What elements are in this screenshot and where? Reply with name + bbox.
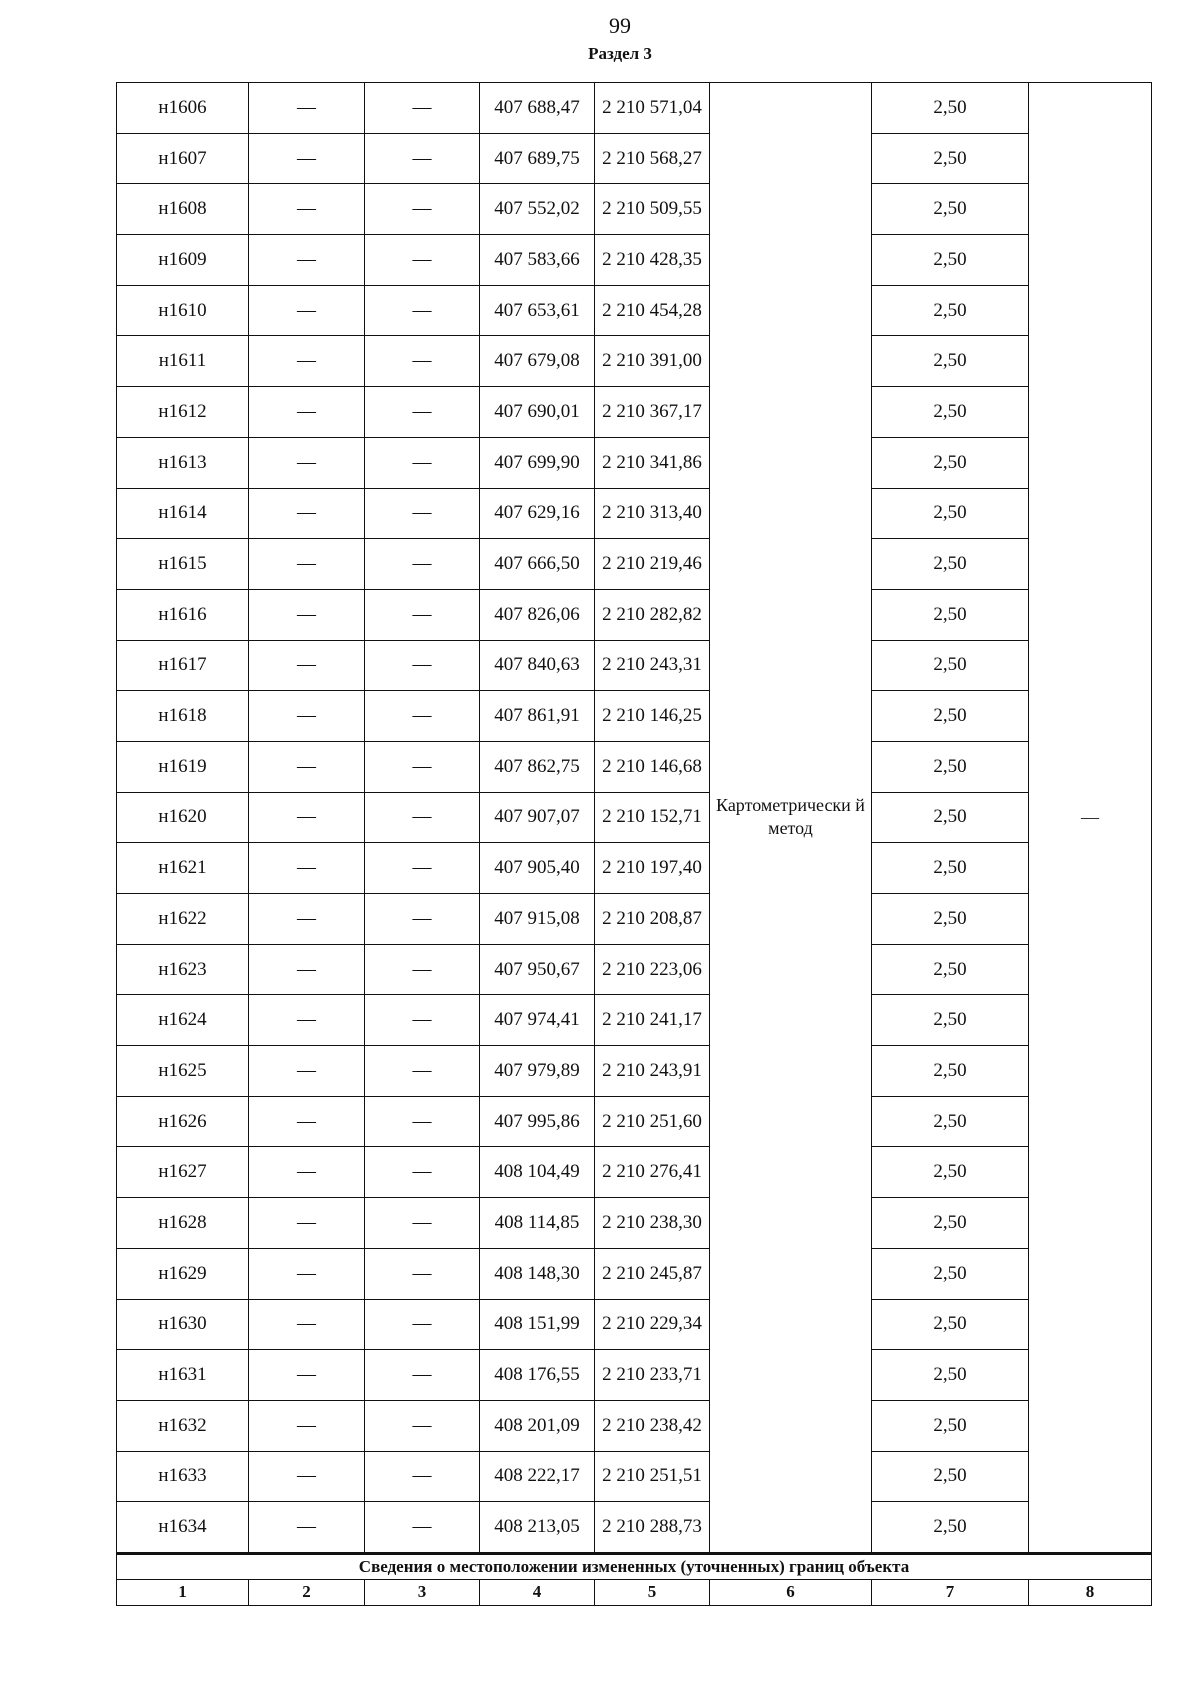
y-coordinate-cell: 2 210 251,60 [595,1096,710,1147]
table-body [117,83,1152,1554]
accuracy-cell: 2,50 [872,894,1029,945]
column-number: 5 [595,1579,710,1605]
accuracy-cell: 2,50 [872,1299,1029,1350]
point-name-cell: н1608 [117,184,249,235]
x-coordinate-cell: 407 689,75 [480,133,595,184]
dash-cell: — [365,1299,480,1350]
accuracy-cell: 2,50 [872,1502,1029,1554]
y-coordinate-cell: 2 210 251,51 [595,1451,710,1502]
dash-cell: — [365,995,480,1046]
x-coordinate-cell: 407 690,01 [480,387,595,438]
accuracy-cell: 2,50 [872,1350,1029,1401]
x-coordinate-cell: 407 979,89 [480,1046,595,1097]
y-coordinate-cell: 2 210 568,27 [595,133,710,184]
dash-cell: — [365,1248,480,1299]
point-name-cell: н1630 [117,1299,249,1350]
x-coordinate-cell: 407 840,63 [480,640,595,691]
dash-cell: — [249,1502,365,1554]
y-coordinate-cell: 2 210 245,87 [595,1248,710,1299]
accuracy-cell: 2,50 [872,640,1029,691]
accuracy-cell: 2,50 [872,792,1029,843]
point-name-cell: н1612 [117,387,249,438]
dash-cell: — [249,285,365,336]
accuracy-cell: 2,50 [872,336,1029,387]
accuracy-cell: 2,50 [872,387,1029,438]
table-row [117,1502,1152,1554]
column-number: 1 [117,1579,249,1605]
dash-cell: — [249,235,365,286]
accuracy-cell: 2,50 [872,235,1029,286]
x-coordinate-cell: 407 688,47 [480,83,595,134]
column-number: 4 [480,1579,595,1605]
table-row [117,1147,1152,1198]
dash-cell: — [249,640,365,691]
column-8-cell: — [1029,83,1152,1554]
x-coordinate-cell: 407 679,08 [480,336,595,387]
dash-cell: — [249,1046,365,1097]
y-coordinate-cell: 2 210 276,41 [595,1147,710,1198]
dash-cell: — [365,1502,480,1554]
dash-cell: — [365,1451,480,1502]
y-coordinate-cell: 2 210 233,71 [595,1350,710,1401]
accuracy-cell: 2,50 [872,691,1029,742]
dash-cell: — [365,387,480,438]
x-coordinate-cell: 407 995,86 [480,1096,595,1147]
table-row [117,589,1152,640]
table-row [117,1400,1152,1451]
column-number-row [117,1579,1152,1605]
x-coordinate-cell: 408 114,85 [480,1198,595,1249]
x-coordinate-cell: 407 552,02 [480,184,595,235]
table-row [117,691,1152,742]
column-number: 7 [872,1579,1029,1605]
accuracy-cell: 2,50 [872,539,1029,590]
accuracy-cell: 2,50 [872,1096,1029,1147]
point-name-cell: н1623 [117,944,249,995]
dash-cell: — [365,133,480,184]
dash-cell: — [249,1147,365,1198]
point-name-cell: н1625 [117,1046,249,1097]
x-coordinate-cell: 408 222,17 [480,1451,595,1502]
table-row [117,539,1152,590]
point-name-cell: н1609 [117,235,249,286]
dash-cell: — [365,792,480,843]
table-row [117,336,1152,387]
y-coordinate-cell: 2 210 454,28 [595,285,710,336]
y-coordinate-cell: 2 210 509,55 [595,184,710,235]
point-name-cell: н1618 [117,691,249,742]
point-name-cell: н1627 [117,1147,249,1198]
point-name-cell: н1628 [117,1198,249,1249]
y-coordinate-cell: 2 210 282,82 [595,589,710,640]
point-name-cell: н1622 [117,894,249,945]
dash-cell: — [249,336,365,387]
dash-cell: — [365,640,480,691]
dash-cell: — [365,488,480,539]
dash-cell: — [365,539,480,590]
dash-cell: — [365,83,480,134]
accuracy-cell: 2,50 [872,488,1029,539]
x-coordinate-cell: 407 826,06 [480,589,595,640]
dash-cell: — [365,285,480,336]
dash-cell: — [365,1198,480,1249]
point-name-cell: н1613 [117,437,249,488]
x-coordinate-cell: 408 176,55 [480,1350,595,1401]
page-number: 99 [609,13,631,38]
x-coordinate-cell: 408 213,05 [480,1502,595,1554]
accuracy-cell: 2,50 [872,1198,1029,1249]
accuracy-cell: 2,50 [872,133,1029,184]
x-coordinate-cell: 407 905,40 [480,843,595,894]
x-coordinate-cell: 408 148,30 [480,1248,595,1299]
table-row [117,1451,1152,1502]
dash-cell: — [365,1096,480,1147]
dash-cell: — [249,995,365,1046]
dash-cell: — [249,1299,365,1350]
dash-cell: — [365,1046,480,1097]
accuracy-cell: 2,50 [872,1046,1029,1097]
boundary-coordinates-table [116,82,1152,1606]
point-name-cell: н1626 [117,1096,249,1147]
dash-cell: — [249,83,365,134]
table-row [117,1198,1152,1249]
y-coordinate-cell: 2 210 428,35 [595,235,710,286]
accuracy-cell: 2,50 [872,843,1029,894]
dash-cell: — [365,184,480,235]
footer-title: Сведения о местоположении измененных (уточненных) границ объекта [117,1553,1152,1579]
accuracy-cell: 2,50 [872,944,1029,995]
footer-title-row [117,1553,1152,1579]
point-name-cell: н1614 [117,488,249,539]
y-coordinate-cell: 2 210 241,17 [595,995,710,1046]
dash-cell: — [365,894,480,945]
y-coordinate-cell: 2 210 571,04 [595,83,710,134]
table-row [117,792,1152,843]
dash-cell: — [249,1350,365,1401]
column-number: 3 [365,1579,480,1605]
accuracy-cell: 2,50 [872,1248,1029,1299]
y-coordinate-cell: 2 210 243,31 [595,640,710,691]
y-coordinate-cell: 2 210 223,06 [595,944,710,995]
y-coordinate-cell: 2 210 288,73 [595,1502,710,1554]
dash-cell: — [249,944,365,995]
accuracy-cell: 2,50 [872,1400,1029,1451]
x-coordinate-cell: 407 699,90 [480,437,595,488]
table-row [117,285,1152,336]
dash-cell: — [249,437,365,488]
point-name-cell: н1621 [117,843,249,894]
dash-cell: — [365,1350,480,1401]
dash-cell: — [249,843,365,894]
dash-cell: — [249,792,365,843]
accuracy-cell: 2,50 [872,995,1029,1046]
dash-cell: — [365,437,480,488]
point-name-cell: н1619 [117,741,249,792]
x-coordinate-cell: 407 907,07 [480,792,595,843]
y-coordinate-cell: 2 210 391,00 [595,336,710,387]
dash-cell: — [365,741,480,792]
table-row [117,133,1152,184]
dash-cell: — [249,387,365,438]
point-name-cell: н1615 [117,539,249,590]
y-coordinate-cell: 2 210 313,40 [595,488,710,539]
dash-cell: — [249,1400,365,1451]
dash-cell: — [249,589,365,640]
point-name-cell: н1607 [117,133,249,184]
dash-cell: — [365,235,480,286]
point-name-cell: н1633 [117,1451,249,1502]
dash-cell: — [249,691,365,742]
dash-cell: — [365,1400,480,1451]
table-row [117,488,1152,539]
dash-cell: — [249,741,365,792]
table-row [117,843,1152,894]
accuracy-cell: 2,50 [872,83,1029,134]
y-coordinate-cell: 2 210 146,25 [595,691,710,742]
accuracy-cell: 2,50 [872,1147,1029,1198]
y-coordinate-cell: 2 210 197,40 [595,843,710,894]
x-coordinate-cell: 407 974,41 [480,995,595,1046]
x-coordinate-cell: 407 950,67 [480,944,595,995]
dash-cell: — [365,589,480,640]
x-coordinate-cell: 407 653,61 [480,285,595,336]
x-coordinate-cell: 407 861,91 [480,691,595,742]
accuracy-cell: 2,50 [872,589,1029,640]
table-row [117,235,1152,286]
x-coordinate-cell: 407 583,66 [480,235,595,286]
accuracy-cell: 2,50 [872,1451,1029,1502]
x-coordinate-cell: 408 104,49 [480,1147,595,1198]
y-coordinate-cell: 2 210 229,34 [595,1299,710,1350]
point-name-cell: н1624 [117,995,249,1046]
y-coordinate-cell: 2 210 219,46 [595,539,710,590]
point-name-cell: н1610 [117,285,249,336]
column-number: 2 [249,1579,365,1605]
table-row [117,741,1152,792]
point-name-cell: н1620 [117,792,249,843]
point-name-cell: н1616 [117,589,249,640]
dash-cell: — [365,1147,480,1198]
dash-cell: — [365,944,480,995]
dash-cell: — [249,488,365,539]
accuracy-cell: 2,50 [872,285,1029,336]
point-name-cell: н1634 [117,1502,249,1554]
dash-cell: — [365,691,480,742]
table-row [117,1350,1152,1401]
x-coordinate-cell: 408 151,99 [480,1299,595,1350]
x-coordinate-cell: 407 666,50 [480,539,595,590]
point-name-cell: н1629 [117,1248,249,1299]
dash-cell: — [249,1096,365,1147]
table-row [117,387,1152,438]
accuracy-cell: 2,50 [872,184,1029,235]
method-cell: Картометрически й метод [710,83,872,1554]
dash-cell: — [249,1451,365,1502]
table-row [117,1096,1152,1147]
x-coordinate-cell: 407 862,75 [480,741,595,792]
x-coordinate-cell: 407 629,16 [480,488,595,539]
table-row [117,995,1152,1046]
table-row [117,184,1152,235]
dash-cell: — [365,336,480,387]
table-row [117,437,1152,488]
x-coordinate-cell: 407 915,08 [480,894,595,945]
table-row [117,640,1152,691]
y-coordinate-cell: 2 210 208,87 [595,894,710,945]
table-row [117,1248,1152,1299]
y-coordinate-cell: 2 210 146,68 [595,741,710,792]
column-number: 6 [710,1579,872,1605]
table-row [117,83,1152,134]
x-coordinate-cell: 408 201,09 [480,1400,595,1451]
dash-cell: — [249,1248,365,1299]
table-row [117,1046,1152,1097]
y-coordinate-cell: 2 210 243,91 [595,1046,710,1097]
table-row [117,1299,1152,1350]
dash-cell: — [249,1198,365,1249]
y-coordinate-cell: 2 210 152,71 [595,792,710,843]
table-row [117,894,1152,945]
point-name-cell: н1611 [117,336,249,387]
dash-cell: — [365,843,480,894]
dash-cell: — [249,133,365,184]
column-number: 8 [1029,1579,1152,1605]
accuracy-cell: 2,50 [872,741,1029,792]
section-title: Раздел 3 [588,44,652,63]
y-coordinate-cell: 2 210 238,42 [595,1400,710,1451]
point-name-cell: н1631 [117,1350,249,1401]
point-name-cell: н1606 [117,83,249,134]
point-name-cell: н1632 [117,1400,249,1451]
dash-cell: — [249,894,365,945]
point-name-cell: н1617 [117,640,249,691]
dash-cell: — [249,184,365,235]
dash-cell: — [249,539,365,590]
y-coordinate-cell: 2 210 341,86 [595,437,710,488]
y-coordinate-cell: 2 210 367,17 [595,387,710,438]
y-coordinate-cell: 2 210 238,30 [595,1198,710,1249]
table-row [117,944,1152,995]
accuracy-cell: 2,50 [872,437,1029,488]
